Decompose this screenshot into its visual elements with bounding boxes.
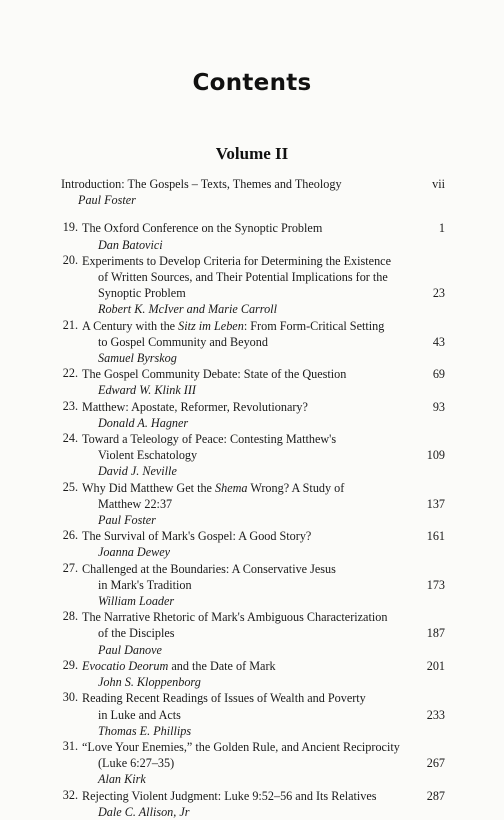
entry-page-number: 69 [432, 367, 445, 382]
entry-title-line [82, 269, 445, 285]
entry-title: The Gospel Community Debate: State of the Question [82, 367, 347, 382]
entry-title-line [82, 285, 445, 301]
volume-title: Volume II [215, 144, 289, 163]
entry-body [78, 528, 445, 560]
entry-author: John S. Kloppenborg [98, 675, 201, 690]
entry-title-line [82, 561, 445, 577]
entry-title-line [82, 447, 445, 463]
entry-author: Thomas E. Phillips [98, 723, 192, 738]
entry-body [78, 431, 445, 480]
entry-number: 19. [62, 220, 78, 235]
toc-entry [61, 480, 445, 529]
entry-title-line [82, 334, 445, 350]
entry-body [78, 253, 445, 318]
toc-entry [61, 220, 445, 252]
entry-body [78, 788, 445, 820]
entry-author: Robert K. McIver and Marie Carroll [98, 302, 277, 317]
entry-title-line [82, 788, 445, 804]
entry-title-line [82, 577, 445, 593]
toc-entry [61, 431, 445, 480]
entry-number: 23. [62, 398, 78, 413]
intro-title: Introduction: The Gospels – Texts, Themes and Theology [61, 177, 342, 191]
entry-title-line [82, 496, 445, 512]
entry-page-number [411, 609, 445, 625]
entry-title: Challenged at the Boundaries: A Conservative Jesus [82, 561, 336, 576]
entry-number: 31. [62, 738, 78, 753]
entry-author: Paul Foster [98, 513, 156, 528]
entry-title: The Narrative Rhetoric of Mark's Ambiguous Characterization [82, 610, 388, 625]
entry-page-number: 161 [426, 529, 445, 544]
entry-body [78, 690, 445, 739]
entry-title: Matthew: Apostate, Reformer, Revolutionary? [82, 399, 308, 414]
toc-entry [61, 690, 445, 739]
entry-page-number: 173 [426, 577, 445, 592]
entry-title-line [82, 739, 445, 755]
entry-author: William Loader [98, 594, 175, 609]
toc-entry [61, 739, 445, 788]
entry-number: 32. [62, 787, 78, 802]
entry-title: of the Disciples [98, 626, 175, 641]
entry-title-line [82, 528, 445, 544]
entry-author: Edward W. Klink III [98, 383, 196, 398]
entry-title-line [82, 220, 445, 236]
entry-number: 21. [62, 317, 78, 332]
entry-body [78, 658, 445, 690]
entry-title: The Oxford Conference on the Synoptic Problem [82, 221, 323, 236]
entry-number: 20. [62, 252, 78, 267]
entry-title: Rejecting Violent Judgment: Luke 9:52–56 and Its Relatives [82, 788, 377, 803]
entry-author: Alan Kirk [98, 772, 146, 787]
entry-page-number: 43 [432, 334, 445, 349]
entry-body [78, 739, 445, 788]
entry-title-line [82, 318, 445, 334]
entries-list [61, 220, 445, 820]
entry-page-number [411, 480, 445, 496]
toc-entry [61, 253, 445, 318]
entry-title: The Survival of Mark's Gospel: A Good Story? [82, 529, 312, 544]
entry-number: 25. [62, 479, 78, 494]
entry-title: “Love Your Enemies,” the Golden Rule, and Ancient Reciprocity [82, 739, 400, 754]
entry-title-line [82, 658, 445, 674]
toc-entry [61, 609, 445, 658]
entry-page-number [411, 318, 445, 334]
toc-entry [61, 561, 445, 610]
page-title: Contents [192, 70, 312, 96]
entry-title-line [82, 431, 445, 447]
entry-page-number: 109 [426, 448, 445, 463]
entry-page-number [411, 253, 445, 269]
entry-body [78, 220, 445, 252]
entry-title: Toward a Teleology of Peace: Contesting Matthew's [82, 432, 337, 447]
entry-title-line [82, 253, 445, 269]
intro-author: Paul Foster [78, 193, 136, 208]
entry-page-number: 233 [426, 707, 445, 722]
entry-title: (Luke 6:27–35) [98, 756, 175, 771]
entry-number: 28. [62, 609, 78, 624]
entry-page-number [411, 739, 445, 755]
entry-title: Violent Eschatology [98, 448, 198, 463]
entry-author: Samuel Byrskog [98, 351, 177, 366]
entry-title-line [82, 690, 445, 706]
entry-author: Dan Batovici [98, 237, 163, 252]
entry-body [78, 366, 445, 398]
entry-page-number: 201 [426, 658, 445, 673]
entry-title: Experiments to Develop Criteria for Determining the Existence [82, 253, 391, 268]
entry-title: Evocatio Deorum and the Date of Mark [82, 658, 276, 673]
entry-number: 30. [62, 690, 78, 705]
entry-title: Why Did Matthew Get the Shema Wrong? A Study of [82, 480, 345, 495]
entry-body [78, 399, 445, 431]
entry-page-number: 93 [432, 399, 445, 414]
toc-entry [61, 318, 445, 367]
toc-entry [61, 399, 445, 431]
entry-title: Reading Recent Readings of Issues of Wealth and Poverty [82, 691, 366, 706]
entry-body [78, 561, 445, 610]
entry-body [78, 318, 445, 367]
entry-page-number: 23 [432, 286, 445, 301]
entry-number: 27. [62, 560, 78, 575]
toc-entry [61, 528, 445, 560]
entry-title: Matthew 22:37 [98, 496, 173, 511]
intro-page-number: vii [432, 177, 445, 191]
intro-entry [61, 176, 445, 208]
toc-entry [61, 366, 445, 398]
entry-page-number [411, 561, 445, 577]
entry-author: Donald A. Hagner [98, 415, 189, 430]
entry-title-line [82, 480, 445, 496]
entry-page-number: 137 [426, 496, 445, 511]
entry-number: 24. [62, 431, 78, 446]
entry-title: of Written Sources, and Their Potential Implications for the [98, 270, 388, 285]
entry-author: Paul Danove [98, 642, 162, 657]
entry-title: to Gospel Community and Beyond [98, 334, 268, 349]
entry-body [78, 609, 445, 658]
entry-number: 29. [62, 657, 78, 672]
entry-title-line [82, 755, 445, 771]
entry-page-number: 187 [426, 626, 445, 641]
entry-title-line [82, 366, 445, 382]
entry-title: A Century with the Sitz im Leben: From Form-Critical Setting [82, 318, 385, 333]
entry-title-line [82, 609, 445, 625]
entry-title: in Mark's Tradition [98, 577, 192, 592]
entry-title: Synoptic Problem [98, 286, 186, 301]
entry-page-number [411, 690, 445, 706]
entry-page-number: 287 [426, 788, 445, 803]
entry-number: 22. [62, 366, 78, 381]
entry-page-number [411, 431, 445, 447]
entry-title-line [82, 707, 445, 723]
toc-entry [61, 658, 445, 690]
table-of-contents [61, 176, 445, 820]
entry-title-line [82, 625, 445, 641]
entry-author: David J. Neville [98, 464, 177, 479]
entry-author: Dale C. Allison, Jr [98, 804, 190, 819]
entry-author: Joanna Dewey [98, 545, 171, 560]
entry-body [78, 480, 445, 529]
entry-number: 26. [62, 528, 78, 543]
entry-page-number: 1 [438, 221, 445, 236]
entry-page-number: 267 [426, 756, 445, 771]
entry-page-number [411, 269, 445, 285]
entry-title: in Luke and Acts [98, 707, 181, 722]
entry-title-line [82, 399, 445, 415]
toc-entry [61, 788, 445, 820]
